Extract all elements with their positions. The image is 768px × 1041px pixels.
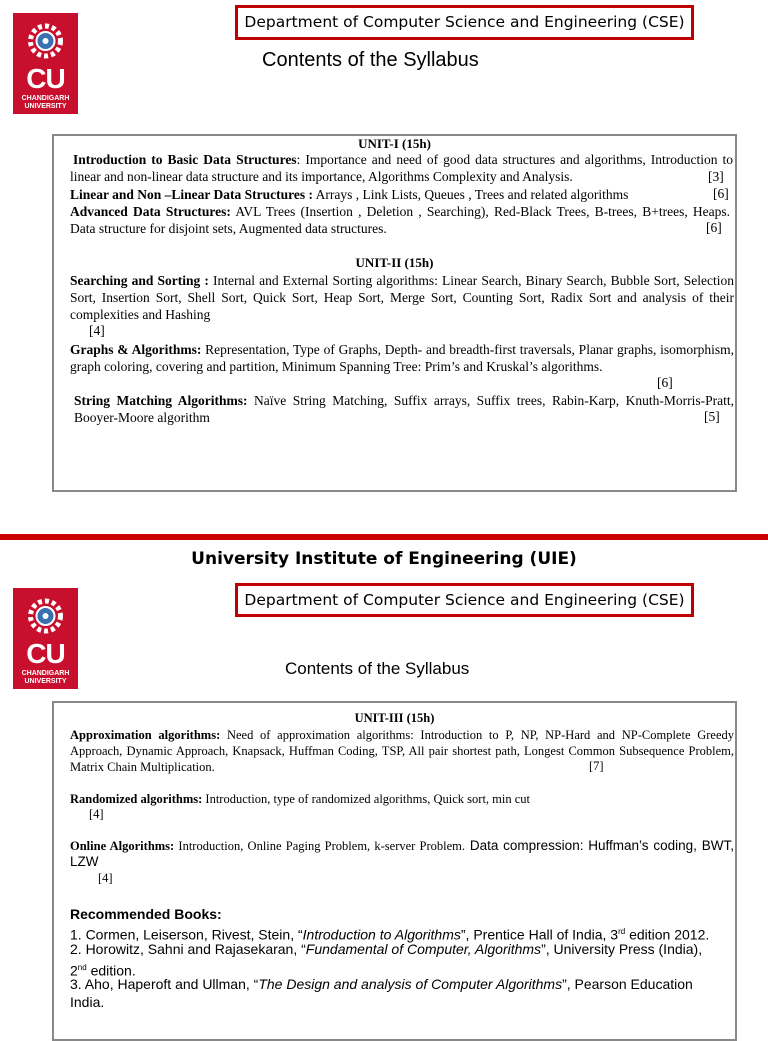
logo-line2: UNIVERSITY xyxy=(24,678,67,685)
department-title-2: Department of Computer Science and Engineering (CSE) xyxy=(235,583,694,617)
unit1-item-1: Introduction to Basic Data Structures: Importance and need of good data structures and algorithms, Introduction to linear and non-linear data structure and its importance, Algorithms Complexity and Analysis. xyxy=(70,152,733,185)
unit2-item-1: Searching and Sorting : Internal and External Sorting algorithms: Linear Search, Binary Search, Bubble Sort, Selection Sort, Insertion Sort, Shell Sort, Quick Sort, Heap Sort, Merge Sort, Counting Sort, Radix Sort and analysis of their complexities and Hashing xyxy=(70,273,734,323)
chandigarh-university-logo-2 xyxy=(13,588,78,689)
book-item-2: 2. Horowitz, Sahni and Rajasekaran, “Fundamental of Computer, Algorithms”, University Press (India), 2nd edition. xyxy=(70,941,703,979)
unit2-heading: UNIT-II (15h) xyxy=(355,255,434,270)
unit1-item-2-ref: [6] xyxy=(713,186,729,201)
unit1-item-3-ref: [6] xyxy=(706,220,722,235)
unit3-item-3-ref: [4] xyxy=(98,871,113,885)
logo-cu-text: CU xyxy=(26,638,65,669)
logo-cu-text: CU xyxy=(26,63,65,94)
unit3-item-1-ref: [7] xyxy=(589,759,604,773)
unit2-item-3: String Matching Algorithms: Naïve String Matching, Suffix arrays, Suffix trees, Rabin-Karp, Knuth-Morris-Pratt, Booyer-Moore algorithm xyxy=(74,393,735,426)
logo-line2: UNIVERSITY xyxy=(24,103,67,110)
chandigarh-university-logo xyxy=(13,13,78,114)
uie-title: University Institute of Engineering (UIE) xyxy=(191,549,577,569)
unit1-item-3: Advanced Data Structures: AVL Trees (Insertion , Deletion , Searching), Red-Black Trees, B-trees, B+trees, Heaps. Data structure for disjoint sets, Augmented data structures. xyxy=(70,204,731,237)
unit2-item-3-ref: [5] xyxy=(704,409,720,424)
department-title: Department of Computer Science and Engineering (CSE) xyxy=(235,5,694,40)
gear-emblem-icon xyxy=(21,594,70,639)
books-heading: Recommended Books: xyxy=(70,906,222,922)
unit2-item-2-ref: [6] xyxy=(657,375,673,390)
unit3-item-1: Approximation algorithms: Need of approximation algorithms: Introduction to P, NP, NP-Hard and NP-Complete Greedy Approach, Dynamic Approach, Knapsack, Huffman Coding, TSP, All pair shortest path, Longest Common Subsequence Problem, Matrix Chain Multiplication. xyxy=(70,728,734,774)
unit3-item-2-ref: [4] xyxy=(89,807,104,821)
syllabus-title-2: Contents of the Syllabus xyxy=(285,659,470,678)
book-item-3: 3. Aho, Haperoft and Ullman, “The Design and analysis of Computer Algorithms”, Pearson Education India. xyxy=(70,976,693,1010)
unit3-item-3: Online Algorithms: Introduction, Online Paging Problem, k-server Problem. Data compression: Huffman’s coding, BWT, LZW xyxy=(70,838,734,869)
unit3-heading: UNIT-III (15h) xyxy=(354,711,435,725)
logo-line1: CHANDIGARH xyxy=(21,95,70,102)
unit3-item-2: Randomized algorithms: Introduction, type of randomized algorithms, Quick sort, min cut xyxy=(70,792,531,806)
unit2-item-2: Graphs & Algorithms: Representation, Type of Graphs, Depth- and breadth-first traversals, Planar graphs, isomorphism, graph coloring, covering and partition, Minimum Spanning Tree: Prim’s and Kruskal’s algorithms. xyxy=(70,342,734,375)
gear-emblem-icon xyxy=(21,19,70,64)
unit2-item-1-ref: [4] xyxy=(89,323,105,338)
book-item-1: 1. Cormen, Leiserson, Rivest, Stein, “Introduction to Algorithms”, Prentice Hall of India, 3rd edition 2012. xyxy=(70,926,710,943)
unit1-heading: UNIT-I (15h) xyxy=(358,136,431,151)
logo-line1: CHANDIGARH xyxy=(21,670,70,677)
unit1-item-2: Linear and Non –Linear Data Structures : Arrays , Link Lists, Queues , Trees and related algorithms xyxy=(70,187,629,202)
page-separator xyxy=(0,534,768,540)
unit1-item-1-ref: [3] xyxy=(708,169,724,184)
